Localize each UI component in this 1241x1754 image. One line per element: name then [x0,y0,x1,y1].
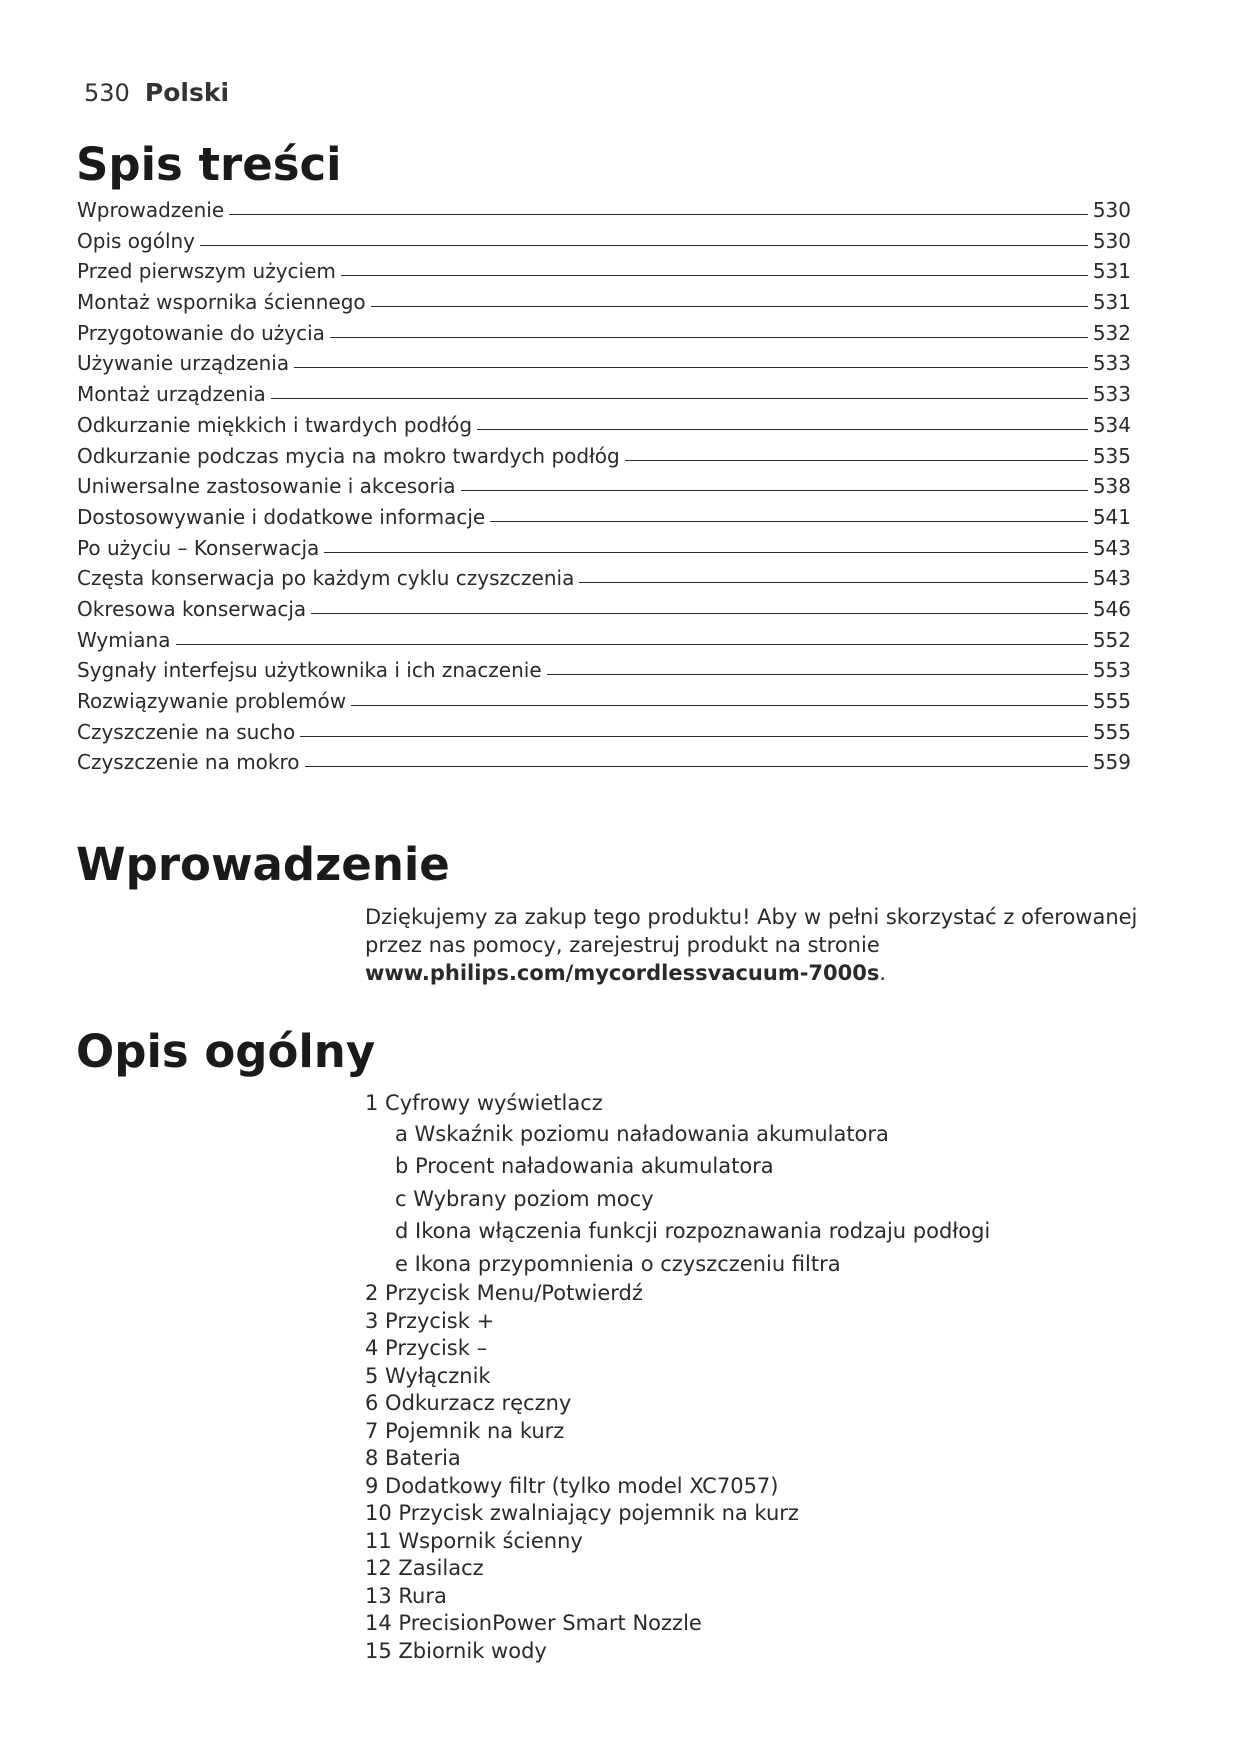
intro-end: . [879,961,887,985]
intro-text: Dziękujemy za zakup tego produktu! Aby w pełni skorzystać z oferowanej przez nas pomocy, zarejestruj produkt na stronie [365,905,1138,957]
toc-entry-title: Wprowadzenie [77,198,225,222]
part-item: 2 Przycisk Menu/Potwierdź [365,1281,643,1305]
part-item: 5 Wyłącznik [365,1363,491,1388]
toc-leader-line [579,582,1087,583]
toc-entry-title: Czyszczenie na mokro [77,750,300,775]
page-header [84,78,229,107]
toc-entry[interactable] [77,198,1131,229]
page-number: 530 [84,79,130,107]
toc-entry-page: 531 [1092,259,1131,284]
part-item: 14 PrecisionPower Smart Nozzle [365,1611,702,1635]
toc-entry-page: 555 [1092,719,1131,744]
overview-heading: Opis ogólny [76,1025,376,1078]
toc-entry-title: Montaż urządzenia [77,382,266,407]
toc-entry-title: Po użyciu – Konserwacja [77,535,320,560]
part-item: 10 Przycisk zwalniający pojemnik na kurz [365,1501,799,1525]
toc-entry[interactable] [77,628,1131,659]
toc-leader-line [351,705,1088,706]
toc-entry-page: 531 [1092,290,1131,315]
toc-leader-line [294,367,1088,368]
toc-entry-title: Sygnały interfejsu użytkownika i ich znaczenie [77,658,542,683]
toc-entry-page: 534 [1092,412,1131,437]
part-subitem: a Wskaźnik poziomu naładowania akumulatora [395,1121,889,1146]
toc-entry-title: Dostosowywanie i dodatkowe informacje [77,504,486,529]
toc-entry[interactable] [77,658,1131,689]
toc-leader-line [324,552,1088,553]
toc-entry[interactable] [77,321,1131,352]
toc-entry-page: 532 [1092,320,1131,345]
toc-leader-line [176,644,1088,645]
intro-heading: Wprowadzenie [76,838,450,891]
toc-entry-title: Czyszczenie na sucho [77,719,296,744]
toc-leader-line [305,766,1088,767]
toc-leader-line [330,337,1088,338]
intro-paragraph [365,903,1185,987]
toc-entry-title: Odkurzanie miękkich i twardych podłóg [77,412,473,437]
toc-entry[interactable] [77,259,1131,290]
toc-entry-title: Wymiana [77,627,171,652]
toc-leader-line [300,736,1088,737]
toc-entry-page: 535 [1092,443,1131,468]
toc-entry-page: 541 [1092,504,1131,529]
toc-entry[interactable] [77,597,1131,628]
toc-entry[interactable] [77,536,1131,567]
toc-entry-title: Okresowa konserwacja [77,596,307,621]
toc-entry-page: 553 [1092,658,1131,683]
toc-entry[interactable] [77,750,1131,781]
part-subitem: b Procent naładowania akumulatora [395,1154,774,1178]
toc-entry[interactable] [77,351,1131,382]
toc-entry[interactable] [77,566,1131,597]
toc-entry-page: 546 [1092,596,1131,621]
toc-entry-page: 555 [1092,689,1131,713]
toc-entry-page: 552 [1092,627,1131,652]
toc-entry-title: Używanie urządzenia [77,351,290,376]
part-item: 7 Pojemnik na kurz [365,1418,565,1443]
toc-leader-line [229,214,1088,215]
part-item: 3 Przycisk + [365,1308,495,1333]
toc-entry[interactable] [77,290,1131,321]
toc-entry[interactable] [77,444,1131,475]
toc-leader-line [371,306,1088,307]
toc-entry-title: Uniwersalne zastosowanie i akcesoria [77,474,456,499]
part-subitem: c Wybrany poziom mocy [395,1186,654,1211]
language-label: Polski [144,78,230,107]
toc-leader-line [341,275,1088,276]
toc-heading: Spis treści [76,138,342,191]
toc-entry-page: 538 [1092,474,1131,499]
part-item: 9 Dodatkowy filtr (tylko model XC7057) [365,1473,779,1498]
toc-entry-page: 533 [1092,351,1131,376]
toc-entry-page: 530 [1092,198,1131,222]
toc-entry-title: Opis ogólny [77,228,196,253]
toc-entry-title: Rozwiązywanie problemów [77,689,347,713]
table-of-contents [77,198,1131,781]
part-item: 8 Bateria [365,1446,461,1470]
toc-leader-line [547,674,1088,675]
toc-leader-line [490,521,1088,522]
toc-entry-page: 543 [1092,566,1131,591]
part-item: 13 Rura [365,1583,447,1608]
toc-leader-line [200,245,1088,246]
toc-entry-page: 559 [1092,750,1131,775]
toc-entry[interactable] [77,382,1131,413]
parts-list [365,1090,990,1665]
toc-entry[interactable] [77,229,1131,260]
toc-entry[interactable] [77,474,1131,505]
toc-entry[interactable] [77,413,1131,444]
toc-leader-line [311,613,1088,614]
part-subitem: e Ikona przypomnienia o czyszczeniu filtra [395,1251,841,1276]
toc-entry-title: Odkurzanie podczas mycia na mokro twardych podłóg [77,443,620,468]
toc-leader-line [461,490,1088,491]
toc-entry-title: Przygotowanie do użycia [77,320,325,345]
toc-leader-line [477,429,1088,430]
part-item: 6 Odkurzacz ręczny [365,1391,572,1415]
toc-leader-line [271,398,1088,399]
part-item: 4 Przycisk – [365,1336,488,1360]
part-subitem: d Ikona włączenia funkcji rozpoznawania rodzaju podłogi [395,1219,991,1243]
part-item: 12 Zasilacz [365,1556,484,1580]
toc-leader-line [625,460,1088,461]
toc-entry[interactable] [77,720,1131,751]
part-item: 15 Zbiornik wody [365,1638,547,1663]
toc-entry[interactable] [77,689,1131,720]
product-registration-link[interactable]: www.philips.com/mycordlessvacuum-7000s [365,961,880,985]
toc-entry-page: 543 [1092,535,1131,560]
toc-entry-title: Montaż wspornika ściennego [77,290,366,315]
toc-entry-page: 533 [1092,382,1131,407]
toc-entry[interactable] [77,505,1131,536]
part-item: 1 Cyfrowy wyświetlacz [365,1091,603,1115]
part-item: 11 Wspornik ścienny [365,1528,583,1553]
toc-entry-page: 530 [1092,228,1131,253]
toc-entry-title: Częsta konserwacja po każdym cyklu czyszczenia [77,566,575,591]
toc-entry-title: Przed pierwszym użyciem [77,259,336,284]
